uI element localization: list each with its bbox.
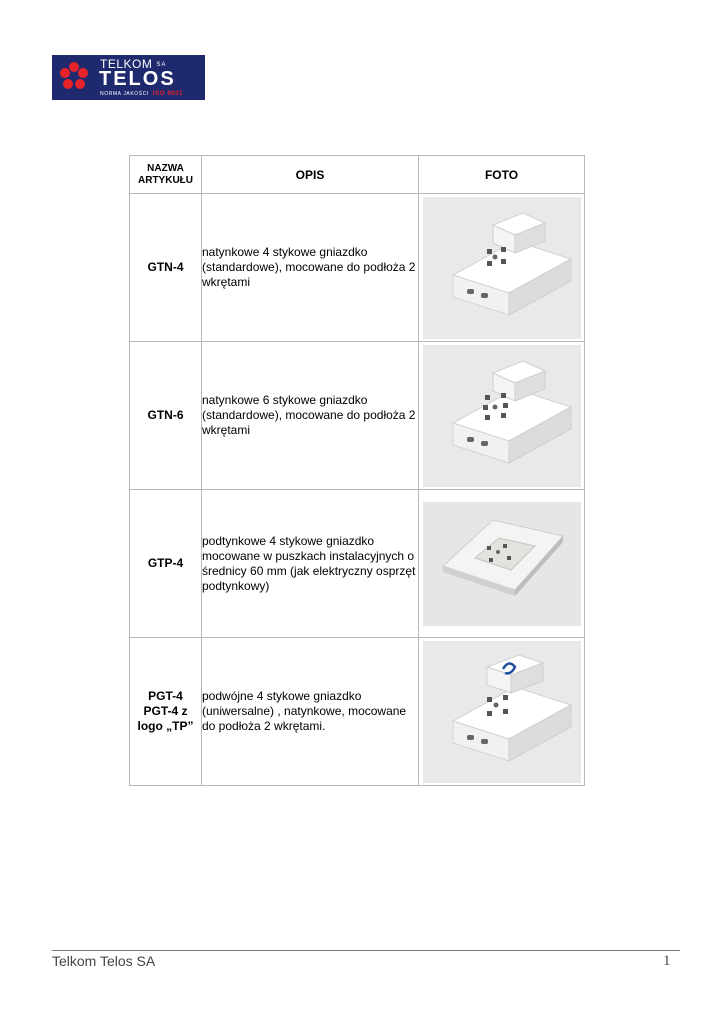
socket-photo bbox=[423, 345, 581, 487]
product-name: GTN-6 bbox=[130, 342, 202, 490]
logo-tagline: NORMA JAKOŚCI ISO 9001 bbox=[100, 91, 184, 97]
table-header-row bbox=[130, 156, 585, 194]
socket-photo bbox=[423, 197, 581, 339]
telkom-logo-icon bbox=[54, 57, 94, 97]
product-table bbox=[129, 155, 585, 786]
flush-socket-photo bbox=[423, 502, 581, 626]
table-row bbox=[130, 342, 585, 490]
product-description: natynkowe 6 stykowe gniazdko (standardowe), mocowane do podłoża 2 wkrętami bbox=[202, 342, 419, 490]
header-photo: FOTO bbox=[419, 156, 585, 194]
product-photo-cell bbox=[419, 638, 585, 786]
product-name: PGT-4 PGT-4 z logo „TP” bbox=[130, 638, 202, 786]
product-description: podwójne 4 stykowe gniazdko (uniwersalne) , natynkowe, mocowane do podłoża 2 wkrętami. bbox=[202, 638, 419, 786]
product-name: GTN-4 bbox=[130, 194, 202, 342]
table-row bbox=[130, 490, 585, 638]
product-name: GTP-4 bbox=[130, 490, 202, 638]
iso-badge: ISO 9001 bbox=[152, 91, 184, 97]
product-photo-cell bbox=[419, 490, 585, 638]
logo-line2: TELOS bbox=[99, 68, 176, 90]
header-desc: OPIS bbox=[202, 156, 419, 194]
footer-company: Telkom Telos SA bbox=[52, 953, 156, 969]
product-description: podtynkowe 4 stykowe gniazdko mocowane w puszkach instalacyjnych o średnicy 60 mm (jak elektryczny osprzęt podtynkowy) bbox=[202, 490, 419, 638]
table-row bbox=[130, 194, 585, 342]
product-photo-cell bbox=[419, 194, 585, 342]
company-logo bbox=[52, 55, 205, 100]
page-number: 1 bbox=[663, 953, 671, 969]
table-row bbox=[130, 638, 585, 786]
footer-divider bbox=[52, 950, 680, 951]
product-description: natynkowe 4 stykowe gniazdko (standardowe), mocowane do podłoża 2 wkrętami bbox=[202, 194, 419, 342]
logo-line1: TELKOM SA bbox=[100, 57, 167, 71]
socket-photo bbox=[423, 641, 581, 783]
header-name: NAZWA ARTYKUŁU bbox=[130, 156, 202, 194]
product-photo-cell bbox=[419, 342, 585, 490]
